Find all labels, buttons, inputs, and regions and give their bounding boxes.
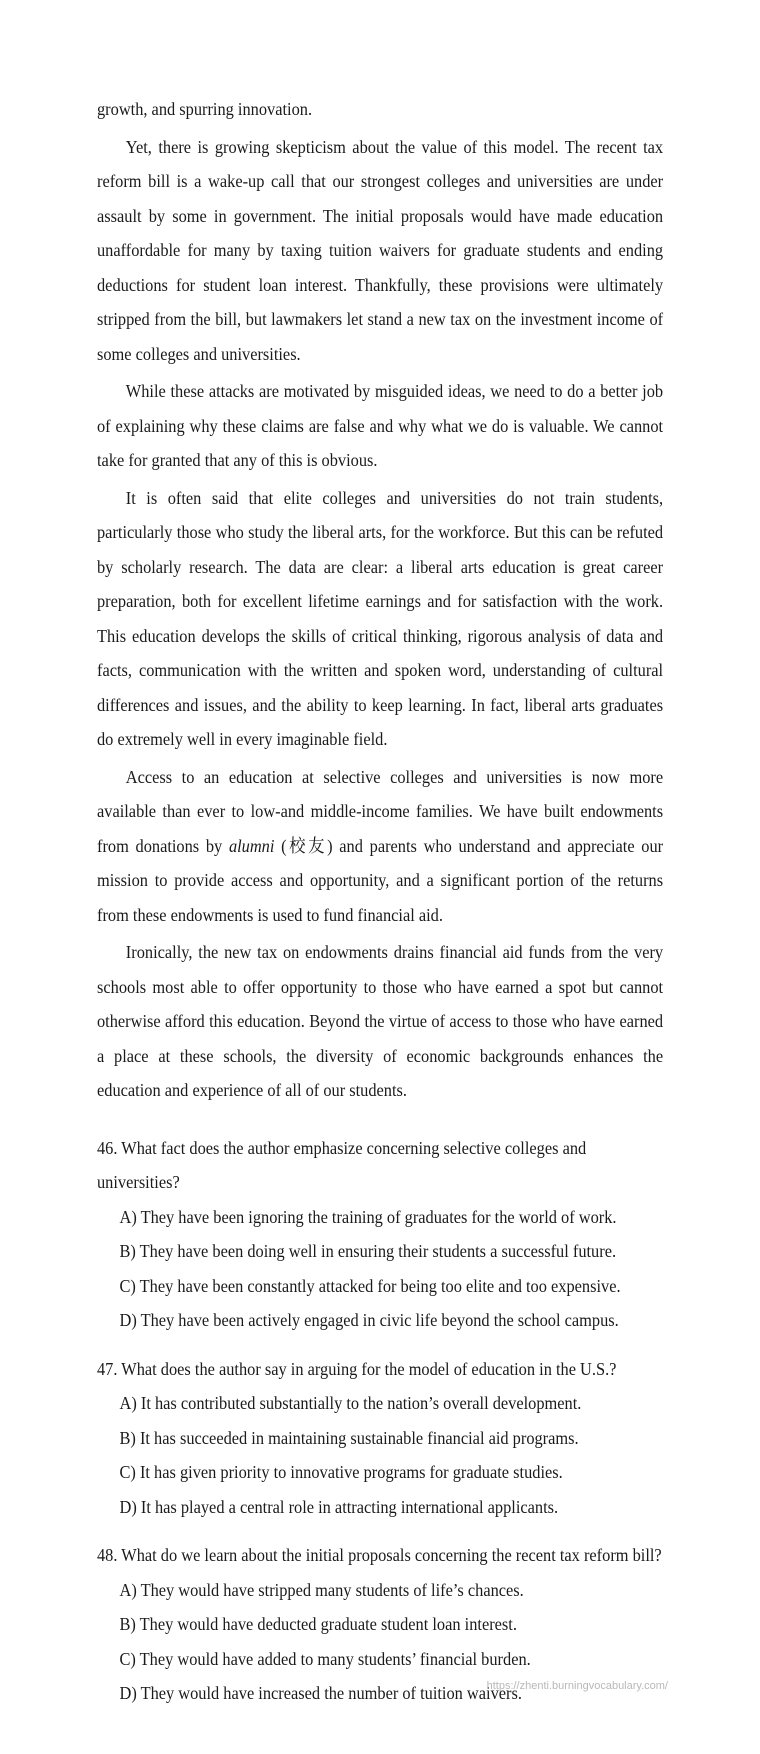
question-stem: 47. What does the author say in arguing for the model of education in the U.S.? — [97, 1358, 617, 1379]
option-c: C) They have been constantly attacked for being too elite and too expensive. — [119, 1275, 621, 1296]
question-stem: 48. What do we learn about the initial proposals concerning the recent tax reform bill? — [97, 1545, 662, 1565]
question-46 — [97, 1131, 663, 1338]
option-d: D) It has played a central role in attracting international applicants. — [119, 1496, 559, 1517]
question-list — [97, 1131, 663, 1711]
option-b: B) They have been doing well in ensuring their students a successful future. — [119, 1241, 617, 1261]
passage-paragraph-4 — [97, 760, 663, 936]
option-b: B) They would have deducted graduate student loan interest. — [119, 1614, 517, 1634]
source-url-watermark: https://zhenti.burningvocabulary.com/ — [486, 1680, 668, 1692]
glossed-term: alumni — [228, 835, 275, 856]
option-d: D) They have been actively engaged in civic life beyond the school campus. — [119, 1310, 619, 1330]
option-b: B) It has succeeded in maintaining sustainable financial aid programs. — [119, 1427, 579, 1448]
passage-paragraph-1: Yet, there is growing skepticism about the value of this model. The recent tax reform bill is a wake-up call that our strongest colleges and universities are under assault by some in government. The initial proposals would have made education unaffordable for many by taxing tuition waivers for graduate students and ending deductions for student loan interest. Thankfully, these provisions were ultimately stripped from the bill, but lawmakers let stand a new tax on the investment income of some colleges and universities. — [97, 136, 664, 364]
passage-paragraph-0: growth, and spurring innovation. — [97, 99, 313, 119]
term-gloss: (校友) — [274, 835, 340, 856]
paragraph-4-before: Access to an education at selective colleges and universities is now more available than ever to low-and middle-income families. We have built endowments from donations by — [97, 766, 664, 856]
option-a: A) It has contributed substantially to the nation’s overall development. — [119, 1393, 582, 1413]
option-d: D) They would have increased the number of tuition waivers. — [119, 1683, 522, 1703]
document-page — [97, 92, 663, 1725]
question-stem: 46. What fact does the author emphasize concerning selective colleges and universities? — [97, 1137, 587, 1192]
option-a: A) They would have stripped many students of life’s chances. — [119, 1579, 524, 1600]
paragraph-4-after: and parents who understand and appreciate our mission to provide access and opportunity, and a significant portion of the returns from these endowments is used to fund financial aid. — [97, 835, 664, 925]
option-a: A) They have been ignoring the training of graduates for the world of work. — [119, 1206, 617, 1227]
option-c: C) They would have added to many students’ financial burden. — [119, 1648, 531, 1669]
passage-paragraph-5: Ironically, the new tax on endowments drains financial aid funds from the very schools most able to offer opportunity to those who have earned a spot but cannot otherwise afford this education. Beyond the virtue of access to those who have earned a place at these schools, the diversity of economic backgrounds enhances the education and experience of all of our students. — [97, 942, 664, 1100]
passage-paragraph-3: It is often said that elite colleges and universities do not train students, particularly those who study the liberal arts, for the workforce. But this can be refuted by scholarly research. The data are clear: a liberal arts education is great career preparation, both for excellent lifetime earnings and for satisfaction with the work. This education develops the skills of critical thinking, rigorous analysis of data and facts, communication with the written and spoken word, understanding of cultural differences and issues, and the ability to keep learning. In fact, liberal arts graduates do extremely well in every imaginable field. — [97, 487, 664, 749]
option-c: C) It has given priority to innovative programs for graduate studies. — [119, 1462, 563, 1482]
passage-paragraph-2: While these attacks are motivated by misguided ideas, we need to do a better job of explaining why these claims are false and why what we do is valuable. We cannot take for granted that any of this is obvious. — [97, 381, 664, 470]
question-47 — [97, 1352, 663, 1525]
